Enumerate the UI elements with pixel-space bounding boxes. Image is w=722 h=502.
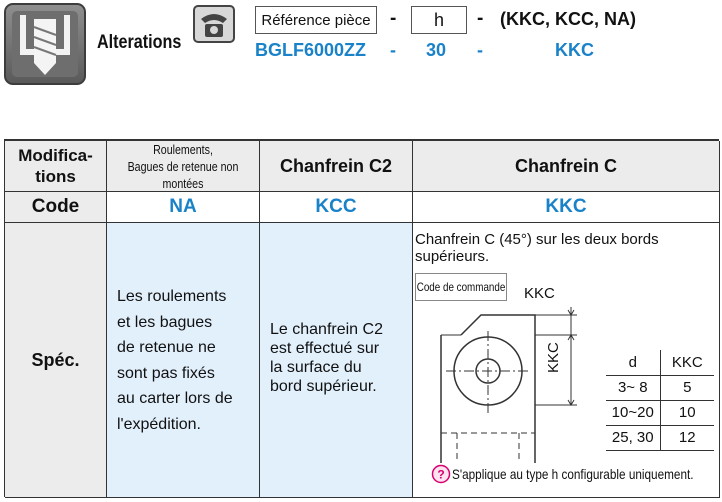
kkc-spec-cell xyxy=(413,223,720,498)
dim-col-d: d xyxy=(606,350,660,375)
code-kkc: KKC xyxy=(413,192,720,223)
example-option: KKC xyxy=(555,40,594,60)
dim-col-kkc: KKC xyxy=(660,350,714,375)
part-number-box: Référence pièce xyxy=(255,6,377,34)
header-modifications: Modifica- tions xyxy=(5,141,107,192)
kcc-spec-text: Le chanfrein C2 est effectué sur la surface du bord supérieur. xyxy=(270,321,383,395)
alterations-title: Alterations xyxy=(97,32,182,53)
svg-text:?: ? xyxy=(437,467,445,482)
phone-icon xyxy=(193,5,235,43)
dim-table-row xyxy=(606,425,714,450)
example-dash-2: - xyxy=(477,40,483,60)
drawing-label-side: KKC xyxy=(545,342,562,373)
dim-value: 5 xyxy=(660,375,714,400)
dim-range: 10~20 xyxy=(606,400,660,425)
dim-table-header-row xyxy=(606,350,714,375)
example-part-number: BGLF6000ZZ xyxy=(255,40,367,60)
alterations-icon xyxy=(4,3,86,85)
kkc-spec-text: Chanfrein C (45°) sur les deux bords supérieurs. xyxy=(415,231,659,265)
kkc-dimension-table xyxy=(606,350,714,451)
type-box: h xyxy=(411,6,467,34)
order-code-label: Code de commande xyxy=(416,280,506,294)
dim-table-row xyxy=(606,400,714,425)
dim-range: 3~ 8 xyxy=(606,375,660,400)
example-type: 30 xyxy=(426,40,447,60)
header-kkc-description: Chanfrein C xyxy=(413,141,720,192)
info-icon xyxy=(431,464,451,484)
alterations-table xyxy=(4,139,719,497)
dim-table-row xyxy=(606,375,714,400)
spec-row-label: Spéc. xyxy=(5,223,107,498)
dim-value: 10 xyxy=(660,400,714,425)
options-list: (KKC, KCC, NA) xyxy=(500,9,636,29)
separator-dash-1: - xyxy=(390,8,397,29)
na-spec-text: Les roulements et les bagues de retenue ne sont pas fixés au carter lors de l'expédition. xyxy=(117,288,233,433)
code-na: NA xyxy=(107,192,260,223)
header-kcc-description: Chanfrein C2 xyxy=(260,141,413,192)
example-dash-1: - xyxy=(390,40,396,60)
drawing-label-top: KKC xyxy=(524,285,555,302)
separator-dash-2: - xyxy=(477,8,484,29)
code-kcc: KCC xyxy=(260,192,413,223)
dim-value: 12 xyxy=(660,425,714,450)
note-text: S'applique au type h configurable uniquement. xyxy=(452,466,694,482)
dim-range: 25, 30 xyxy=(606,425,660,450)
chamfer-drawing xyxy=(413,293,603,463)
code-row-label: Code xyxy=(5,192,107,223)
header-na-description: Roulements, Bagues de retenue non montées xyxy=(127,141,239,191)
